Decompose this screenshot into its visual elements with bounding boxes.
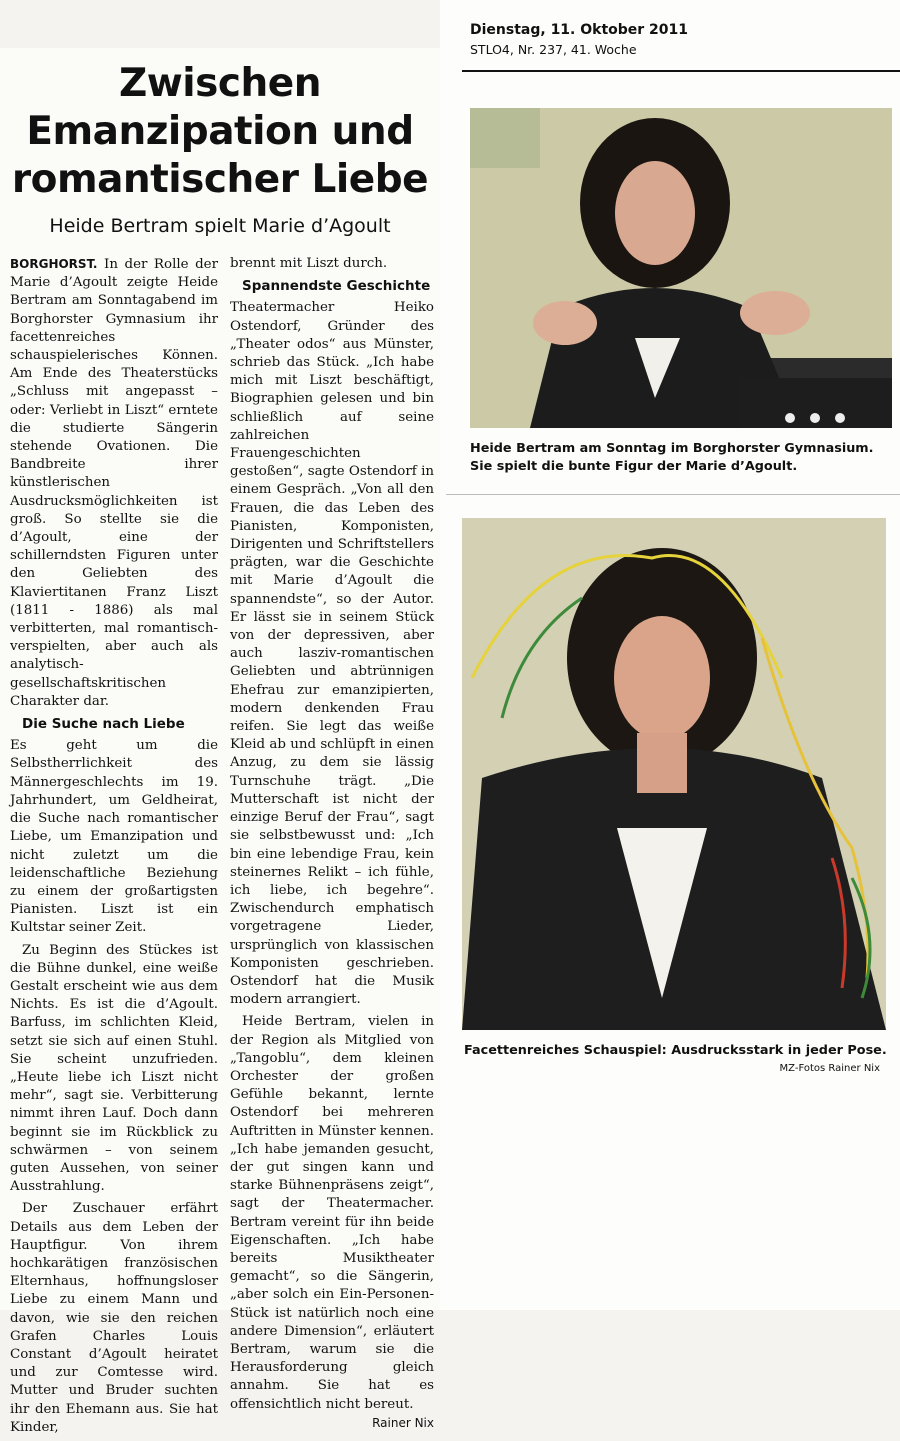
- section-subhead: Die Suche nach Liebe: [22, 716, 185, 733]
- headline-line-1: Zwischen: [119, 61, 321, 106]
- author-byline: Rainer Nix: [372, 1415, 434, 1430]
- paragraph-text: Heide Bertram, vielen in der Region als Mitglied von „Tangoblu“, dem kleinen Orchester der großen Gefühle bekannt, lernte Ostendorf bei mehreren Auftritten in Münster kennen. „Ich habe jemanden gesucht, der gut singen kann und starke Bühnenpräsens zeigt“, sagt der Theatermacher. Bertram vereint für ihn beide Eigenschaften. „Ich habe bereits Musiktheater gemacht“, so die Sängerin, „aber solch ein Ein-Personen-Stück ist natürlich noch eine andere Dimension“, erläutert Bertram, warum sie die Herausforderung gleich annahm. Sie hat es offensichtlich nicht bereut.: [230, 1014, 434, 1412]
- photo-1-illustration: [470, 108, 892, 428]
- article-column-1: [10, 255, 218, 1441]
- article-subtitle: Heide Bertram spielt Marie d’Agoult: [49, 215, 391, 237]
- paragraph: Der Zuschauer erfährt Details aus dem Leben der Hauptfigur. Von ihrem hochkarätigen französischen Elternhaus, hoffnungsloser Liebe zu einem Mann und davon, wie sie den reichen Grafen Charles Louis Constant d’Agoult heiratet und zur Comtesse wird. Mutter und Bruder suchten ihr den Ehemann aus. Sie hat Kinder,: [10, 1201, 218, 1435]
- paragraph-text: In der Rolle der Marie d’Agoult zeigte Heide Bertram am Sonntagabend im Borghorster Gymnasium ihr facettenreiches schauspielerisches Können. Am Ende des Theaterstücks „Schluss mit angepasst – oder: Verliebt in Liszt“ erntete die studierte Sängerin stehende Ovationen. Die Bandbreite ihrer künstlerischen Ausdrucksmöglichkeiten ist groß. So stellte sie die d’Agoult, eine der schillerndsten Figuren unter den Geliebten des Klaviertitanen Franz Liszt (1811 - 1886) als mal verbitterten, mal romantisch-verspielten, aber auch als analytisch-gesellschaftskritischen Charakter dar.: [10, 257, 218, 709]
- photo-2-illustration: [462, 518, 886, 1030]
- article-headline: [10, 60, 430, 204]
- photo-actress-with-streamers: [462, 518, 886, 1030]
- paragraph: Zu Beginn des Stückes ist die Bühne dunkel, eine weiße Gestalt erscheint wie aus dem Nichts. Es ist die d’Agoult. Barfuss, im schlichten Kleid, setzt sie sich auf einen Stuhl. Sie scheint unzufrieden. „Heute liebe ich Liszt nicht mehr“, sagt sie. Verbitterung nimmt ihren Lauf. Doch dann beginnt sie im Rückblick zu schwärmen – von seinem guten Aussehen, von seiner Ausstrahlung.: [10, 942, 218, 1195]
- photo-actress-gesturing: [470, 108, 892, 428]
- section-subhead: Spannendste Geschichte: [242, 278, 431, 295]
- paragraph: [230, 1013, 434, 1430]
- photo-2-caption: Facettenreiches Schauspiel: Ausdrucksstark in jeder Pose.: [464, 1043, 887, 1058]
- photo-divider: [446, 494, 900, 495]
- issue-date: Dienstag, 11. Oktober 2011: [470, 22, 689, 38]
- paragraph: Es geht um die Selbstherrlichkeit des Männergeschlechts im 19. Jahrhundert, um Geldheirat, die Suche nach romantischer Liebe, um Emanzipation und nicht zuletzt um die leidenschaftliche Beziehung zu einem der großartigsten Pianisten. Liszt ist ein Kultstar seiner Zeit.: [10, 738, 218, 936]
- photo-credit: MZ-Fotos Rainer Nix: [779, 1063, 880, 1074]
- dateline: BORGHORST.: [10, 257, 98, 271]
- headline-line-3: romantischer Liebe: [11, 157, 429, 202]
- header-rule: [462, 70, 900, 72]
- article-column-2: [230, 255, 434, 1432]
- headline-line-2: Emanzipation und: [26, 109, 414, 154]
- issue-info: STLO4, Nr. 237, 41. Woche: [470, 42, 637, 57]
- paragraph: brennt mit Liszt durch.: [230, 256, 388, 271]
- photo-1-caption: Heide Bertram am Sonntag im Borghorster Gymnasium. Sie spielt die bunte Figur der Marie d’Agoult.: [470, 441, 874, 474]
- paragraph: [10, 255, 218, 711]
- paragraph: Theatermacher Heiko Ostendorf, Gründer des „Theater odos“ aus Münster, schrieb das Stück. „Ich habe mich mit Liszt beschäftigt, Biographien gelesen und bin schließlich auf seine zahlreichen Frauengeschichten gestoßen“, sagte Ostendorf in einem Gespräch. „Von all den Frauen, die das Leben des Pianisten, Komponisten, Dirigenten und Schriftstellers prägten, war die Geschichte mit Marie d’Agoult die spannendste“, so der Autor. Er lässt sie in seinem Stück von der depressiven, aber auch lasziv-romantischen Geliebten und abtrünnigen Ehefrau zur emanzipierten, modern denkenden Frau reifen. Sie legt das weiße Kleid ab und schlüpft in einen Anzug, zu dem sie lässig Turnschuhe trägt. „Die Mutterschaft ist nicht der einzige Beruf der Frau“, sagt sie selbstbewusst und: „Ich bin eine lebendige Frau, kein steinernes Relikt – ich fühle, ich liebe, ich begehre“. Zwischendurch emphatisch vorgetragene Lieder, ursprünglich von klassischen Komponisten geschrieben. Ostendorf hat die Musik modern arrangiert.: [230, 300, 434, 1008]
